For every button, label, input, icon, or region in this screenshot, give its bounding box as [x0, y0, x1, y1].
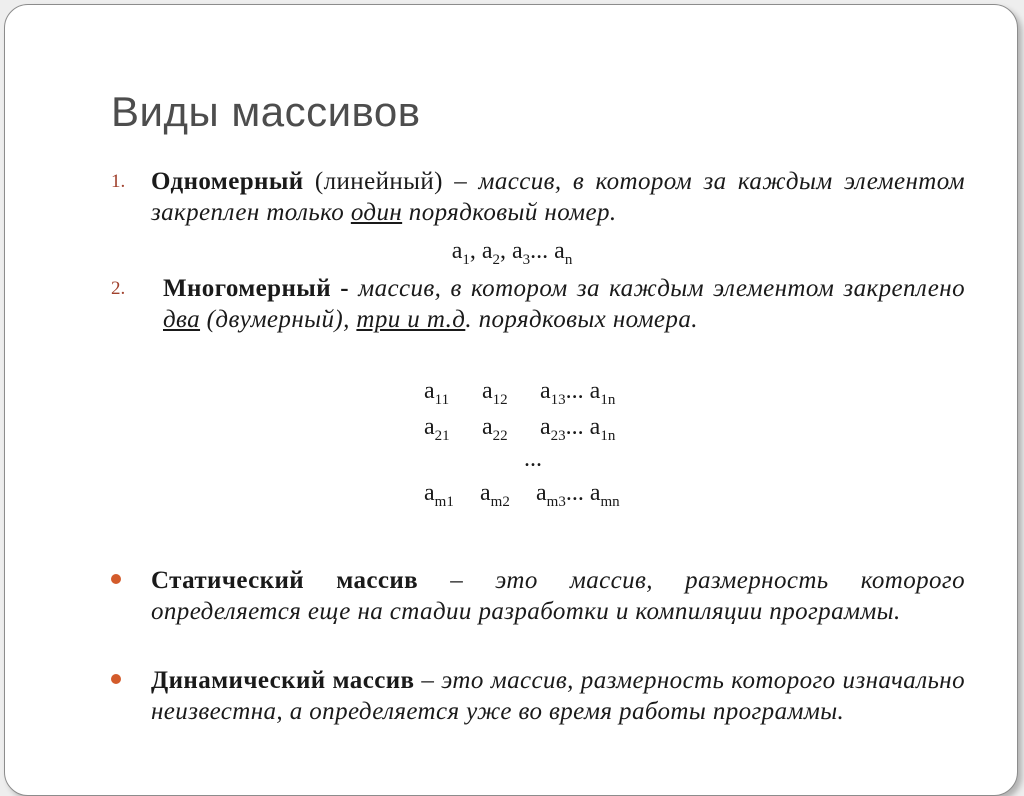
definition: – это массив, размерность которого определяется еще на стадии разработки и компиляции программы.	[151, 567, 965, 625]
formula-term: $a_3$	[512, 238, 531, 268]
separator: ,	[469, 238, 482, 264]
underlined-phrase: три и т.д	[356, 306, 466, 333]
slide-title: Виды массивов	[111, 88, 421, 135]
list-number: 2.	[111, 278, 126, 299]
item-text	[163, 273, 965, 335]
term: Статический массив	[151, 567, 419, 594]
item-text	[151, 166, 965, 228]
formula-one-dimensional	[0, 238, 1024, 269]
definition: массив, в котором за каждым элементом закреплено	[348, 275, 965, 302]
plain-text: (линейный) –	[303, 168, 479, 195]
separator: ...	[530, 238, 555, 264]
term: Многомерный -	[163, 275, 349, 302]
list-item-multi-dimensional	[111, 273, 971, 369]
matrix-row: $a_{21}$ $a_{22}$ $a_{23}$... $a_{1n}$	[424, 414, 616, 444]
separator: ,	[500, 238, 512, 264]
definition: массив, в котором за каждым элементом закреплен только	[151, 168, 966, 226]
bullet-static-array	[111, 565, 971, 661]
definition-end: . порядковых номера.	[465, 306, 698, 333]
definition-end: порядковый номер.	[402, 199, 617, 226]
underlined-word: один	[350, 199, 403, 226]
bullet-dot	[111, 574, 121, 584]
term: Динамический массив	[151, 667, 415, 694]
list-item-one-dimensional	[111, 166, 971, 232]
bullet-dynamic-array	[111, 665, 971, 761]
definition: – это массив, размерность которого изначально неизвестна, а определяется уже во время работы программы.	[151, 667, 965, 725]
underlined-word: два	[163, 306, 201, 333]
bullet-text	[151, 565, 965, 627]
formula-term: $a_2$	[481, 238, 500, 268]
formula-term: $a_n$	[554, 238, 573, 268]
list-number: 1.	[111, 171, 126, 192]
definition-part: (двумерный),	[200, 306, 357, 333]
bullet-dot	[111, 674, 121, 684]
matrix-row: $a_{11}$ $a_{12}$ $a_{13}$... $a_{1n}$	[424, 378, 616, 408]
term: Одномерный	[151, 168, 304, 195]
formula-term: $a_1$	[451, 238, 470, 268]
matrix-ellipsis: ...	[524, 446, 542, 472]
matrix-formula	[424, 378, 724, 528]
matrix-row: $a_{m1}$ $a_{m2}$ $a_{m3}$... $a_{mn}$	[424, 480, 620, 510]
bullet-text	[151, 665, 965, 727]
